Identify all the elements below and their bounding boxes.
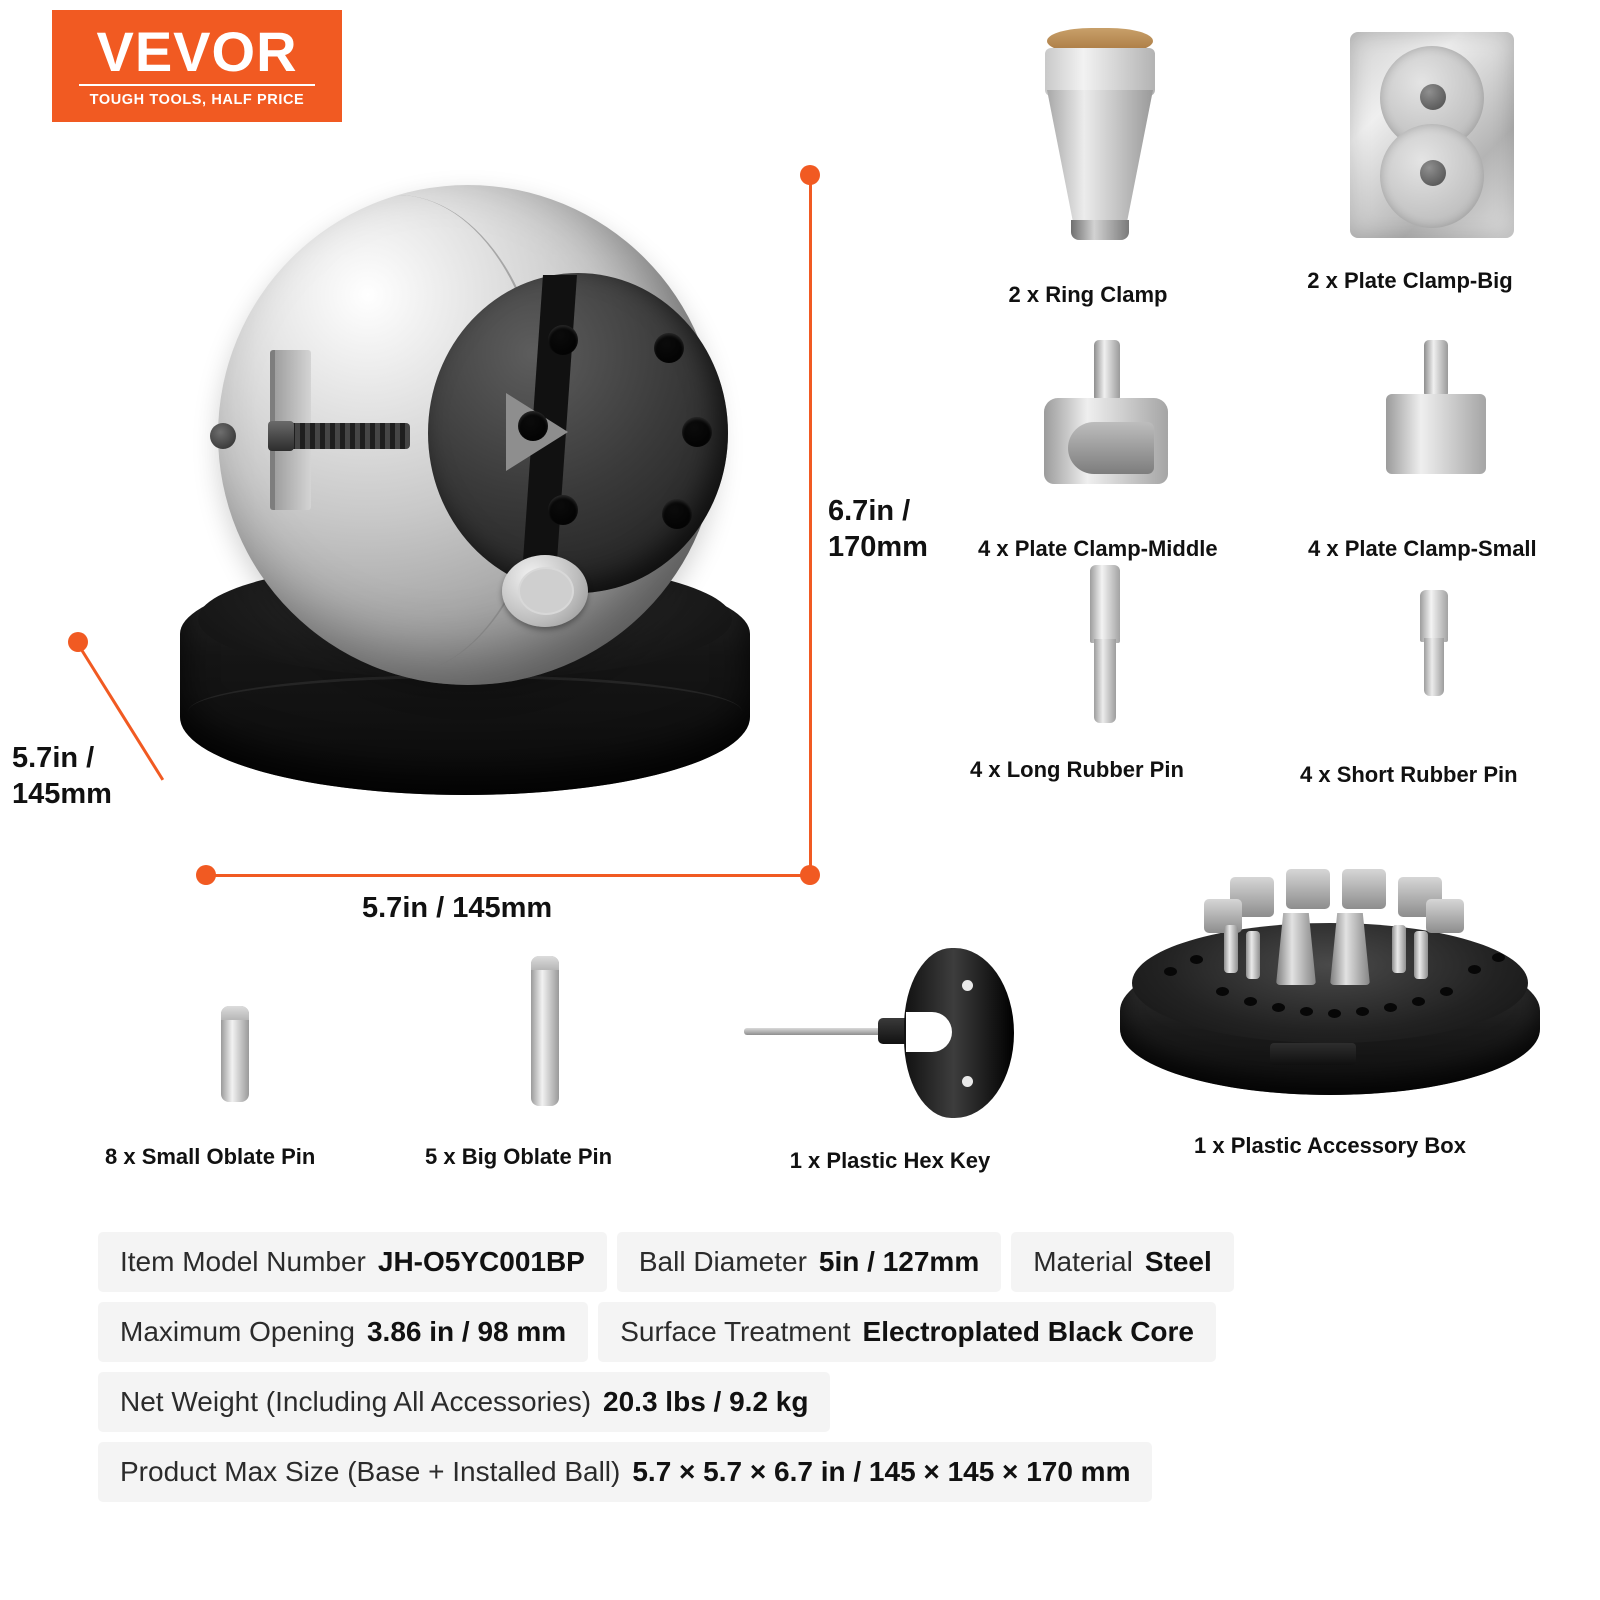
spec-label: Product Max Size (Base + Installed Ball) xyxy=(120,1456,621,1487)
accessory-plate-clamp-middle xyxy=(978,340,1218,562)
accessory-box-art xyxy=(1120,855,1540,1105)
spec-label: Material xyxy=(1033,1246,1133,1277)
jaw-hole xyxy=(682,417,712,447)
brand-logo xyxy=(52,10,342,122)
accessory-plate-clamp-small xyxy=(1308,340,1537,562)
long-rubber-pin-art xyxy=(1060,565,1150,735)
hex-key-art xyxy=(740,942,1040,1122)
accessory-big-oblate-pin xyxy=(425,952,613,1170)
dimension-height-line2: 170mm xyxy=(828,531,928,564)
short-rubber-pin-art xyxy=(1390,590,1480,710)
spec-value: 5.7 × 5.7 × 6.7 in / 145 × 145 × 170 mm xyxy=(632,1456,1131,1487)
spec-value: 20.3 lbs / 9.2 kg xyxy=(603,1386,809,1417)
spec-maximum-opening xyxy=(98,1302,588,1362)
dim-line-height xyxy=(809,175,812,875)
locking-knob-inner xyxy=(518,567,574,615)
spec-label: Maximum Opening xyxy=(120,1316,355,1347)
accessory-caption: 1 x Plastic Accessory Box xyxy=(1194,1133,1466,1158)
product-base-groove xyxy=(188,675,742,748)
accessory-caption: 1 x Plastic Hex Key xyxy=(789,1148,991,1173)
accessory-small-oblate-pin xyxy=(105,1000,316,1170)
dimension-depth-line2: 145mm xyxy=(12,778,112,811)
spec-row xyxy=(98,1232,1502,1292)
jaw-hole xyxy=(662,499,692,529)
spec-material xyxy=(1011,1232,1234,1292)
ball-side-hole xyxy=(210,423,236,449)
accessory-caption: 4 x Plate Clamp-Small xyxy=(1308,536,1537,561)
spec-row xyxy=(98,1372,1502,1432)
jaw-hole xyxy=(548,325,578,355)
jaw-hole xyxy=(654,333,684,363)
small-oblate-pin-art xyxy=(195,1000,275,1110)
spec-value: 3.86 in / 98 mm xyxy=(366,1316,567,1347)
spec-value: JH-O5YC001BP xyxy=(377,1246,585,1277)
threaded-screw xyxy=(290,423,410,449)
ring-clamp-art xyxy=(1025,28,1175,258)
accessory-plate-clamp-big xyxy=(1307,28,1522,294)
spec-label: Ball Diameter xyxy=(638,1246,807,1277)
accessory-caption: 2 x Ring Clamp xyxy=(1008,282,1168,307)
spec-value: Steel xyxy=(1144,1246,1212,1277)
dimension-width-text: 5.7in / 145mm xyxy=(362,892,553,924)
accessory-long-rubber-pin xyxy=(970,565,1184,783)
spec-product-max-size xyxy=(98,1442,1152,1502)
plate-clamp-small-art xyxy=(1360,340,1510,520)
product-illustration xyxy=(150,155,850,875)
plate-clamp-middle-art xyxy=(1030,340,1180,520)
spec-surface-treatment xyxy=(598,1302,1216,1362)
accessory-ring-clamp xyxy=(1008,28,1175,308)
dimension-depth-line1: 5.7in / xyxy=(12,742,95,774)
brand-name: VEVOR xyxy=(96,20,298,83)
dimension-depth-label xyxy=(12,740,112,813)
spec-row xyxy=(98,1442,1502,1502)
spec-value: 5in / 127mm xyxy=(818,1246,980,1277)
spec-value: Electroplated Black Core xyxy=(862,1316,1194,1347)
accessory-caption: 4 x Long Rubber Pin xyxy=(970,757,1184,782)
accessory-plastic-hex-key xyxy=(740,942,1040,1174)
accessory-caption: 4 x Plate Clamp-Middle xyxy=(978,536,1218,561)
dim-line-width xyxy=(205,874,809,877)
big-oblate-pin-art xyxy=(505,952,585,1112)
plate-clamp-big-art xyxy=(1342,28,1522,248)
spec-label: Item Model Number xyxy=(120,1246,366,1277)
spec-item-model-number xyxy=(98,1232,607,1292)
specification-table xyxy=(98,1232,1502,1512)
dimension-width-label xyxy=(362,890,552,926)
screw-head xyxy=(268,421,294,451)
accessory-short-rubber-pin xyxy=(1300,590,1518,788)
accessory-caption: 2 x Plate Clamp-Big xyxy=(1307,268,1513,293)
logo-divider xyxy=(79,84,315,86)
jaw-hole xyxy=(518,411,548,441)
spec-label: Net Weight (Including All Accessories) xyxy=(120,1386,592,1417)
brand-tagline: TOUGH TOOLS, HALF PRICE xyxy=(89,92,305,108)
accessory-caption: 4 x Short Rubber Pin xyxy=(1300,762,1518,787)
accessory-caption: 5 x Big Oblate Pin xyxy=(425,1144,613,1169)
dimension-height-label xyxy=(828,493,928,566)
accessory-plastic-accessory-box xyxy=(1120,855,1540,1159)
jaw-hole xyxy=(548,495,578,525)
dimension-height-line1: 6.7in / xyxy=(828,495,911,527)
spec-ball-diameter xyxy=(617,1232,1001,1292)
spec-label: Surface Treatment xyxy=(620,1316,851,1347)
spec-net-weight xyxy=(98,1372,830,1432)
spec-row xyxy=(98,1302,1502,1362)
accessory-caption: 8 x Small Oblate Pin xyxy=(105,1144,316,1169)
